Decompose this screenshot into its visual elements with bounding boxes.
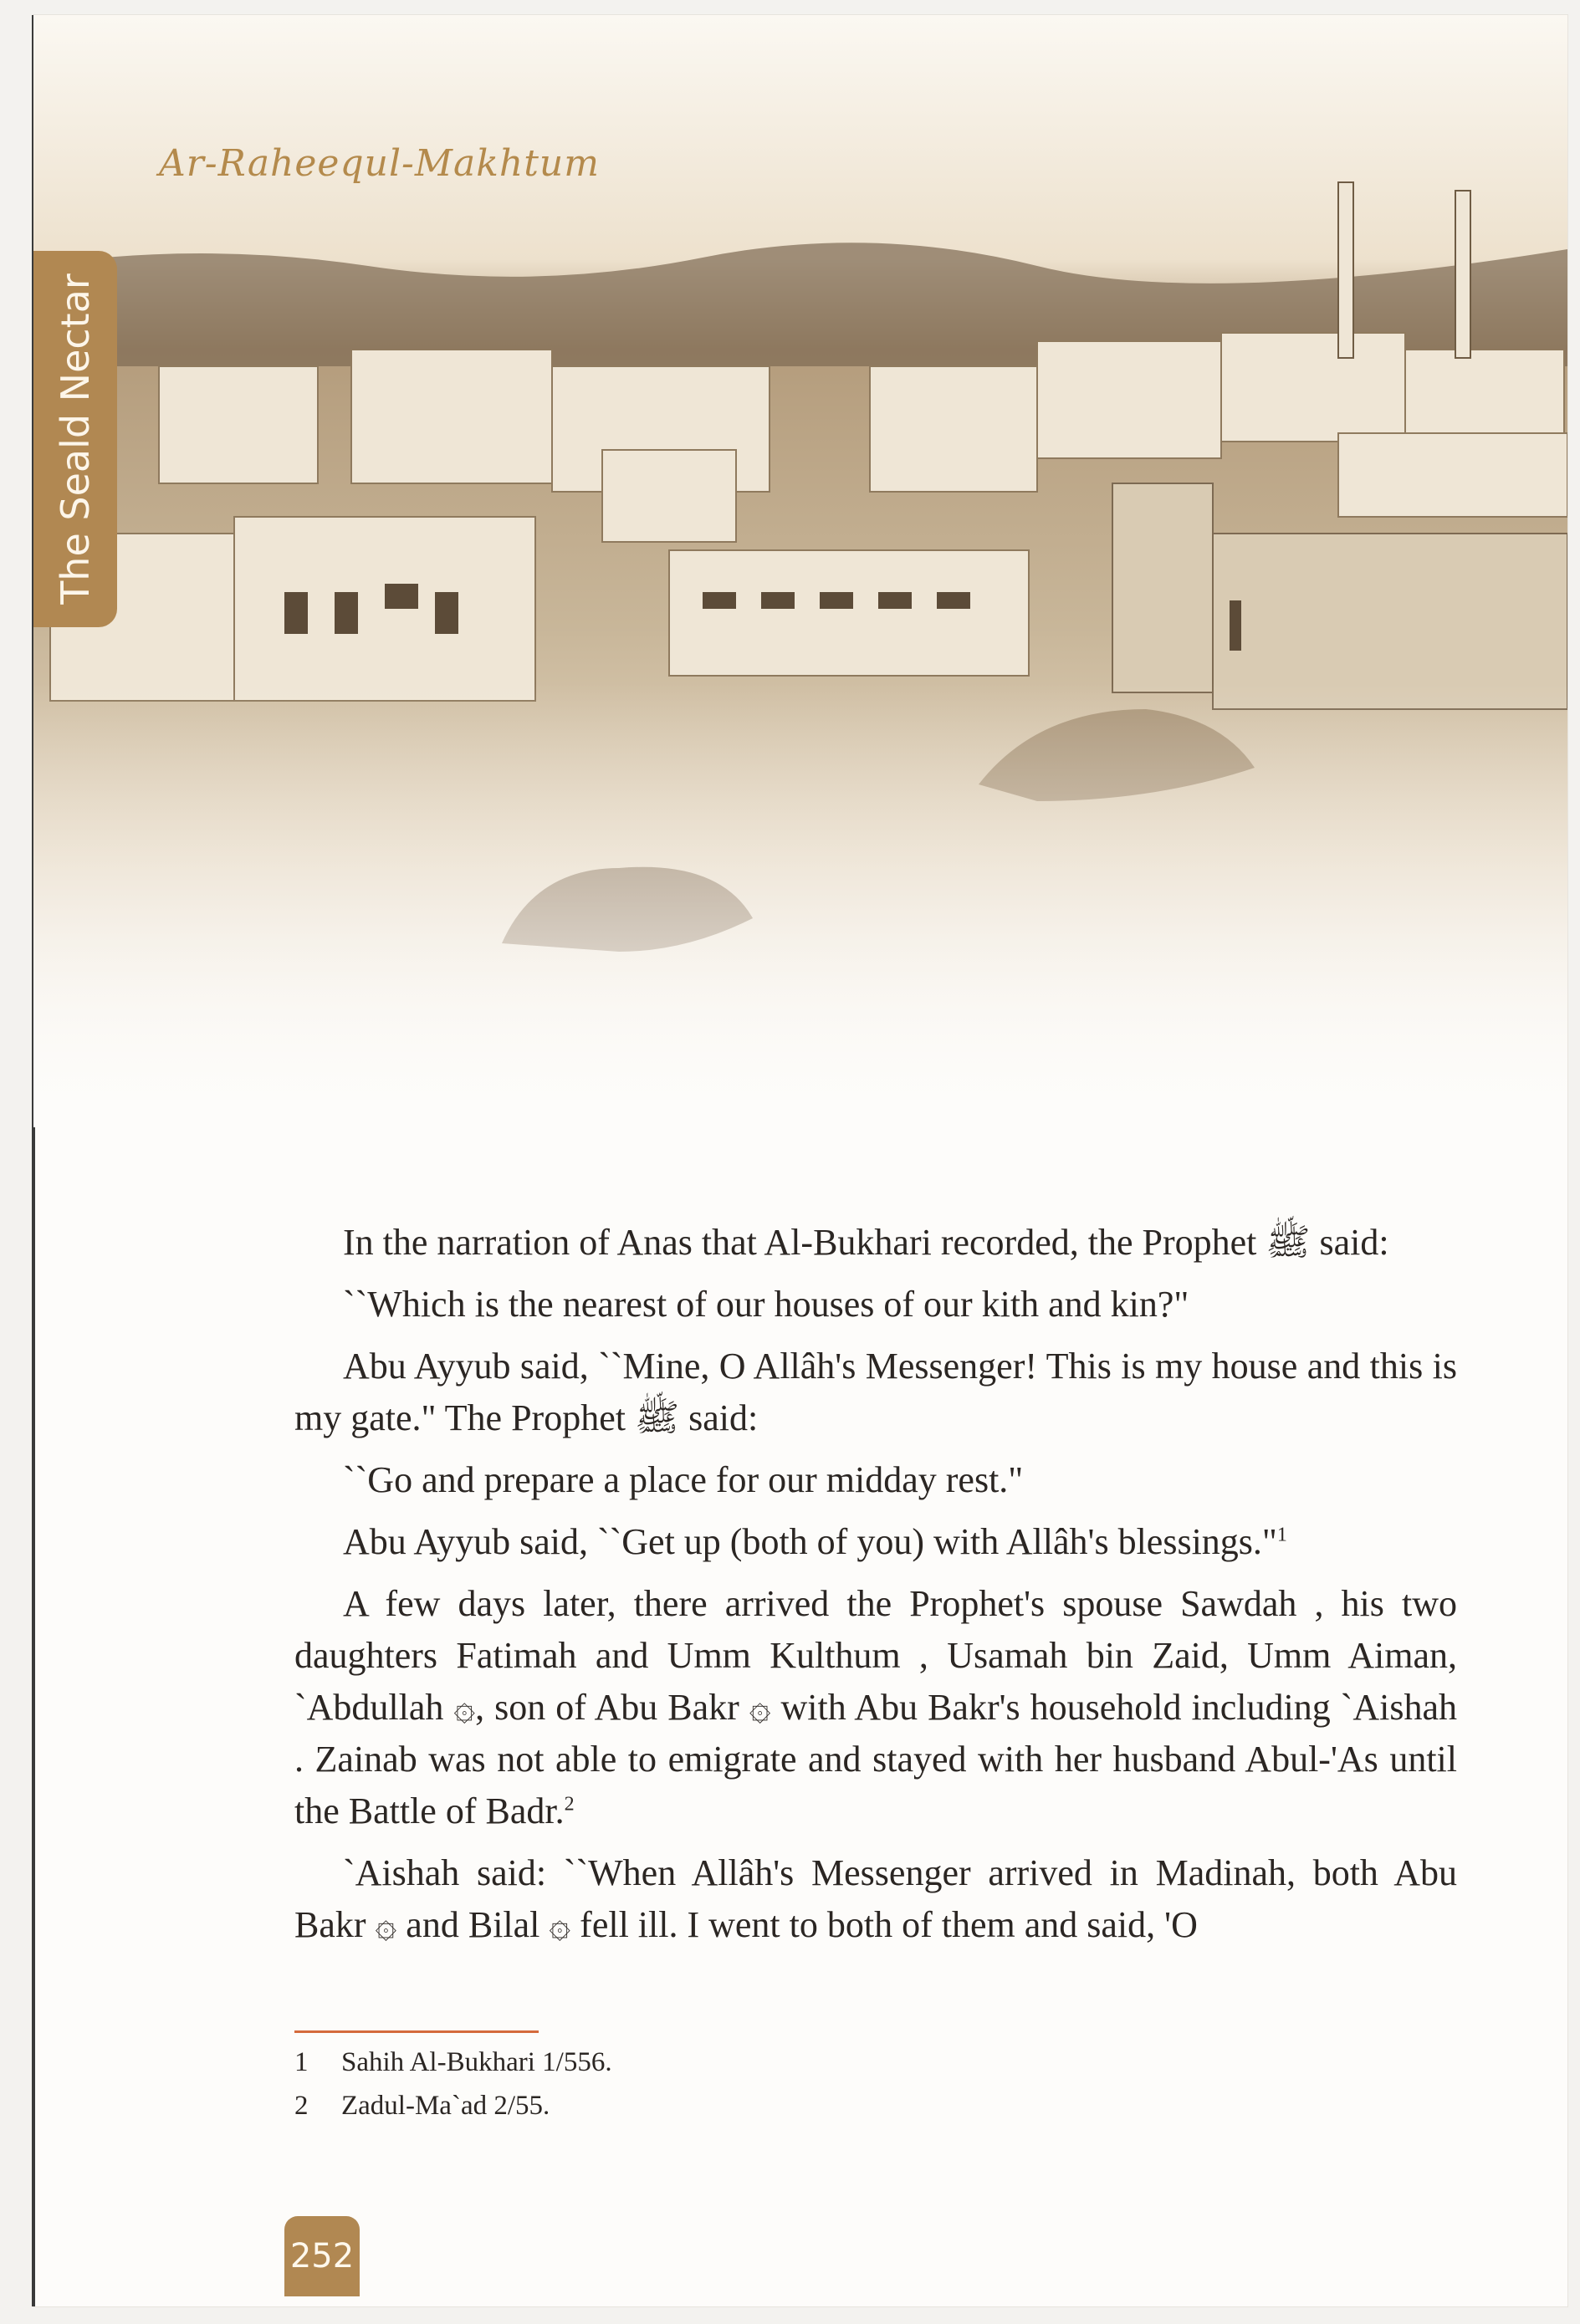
footnote-ref-2[interactable]: 2 [564, 1793, 575, 1816]
paragraph-5 [294, 1516, 1457, 1568]
paragraph-7: `Aishah said: ``When Allâh's Messenger arrived in Madinah, both Abu Bakr ۞ and Bilal ۞ fell ill. I went to both of them and said, 'O [294, 1852, 1457, 1945]
footnote-2-text: Zadul-Ma`ad 2/55. [341, 2091, 550, 2121]
footnotes [294, 2041, 1382, 2127]
side-tab-label: The Seald Nectar [53, 273, 99, 605]
paragraph-2: ``Which is the nearest of our houses of our kith and kin?" [343, 1284, 1189, 1325]
paragraph-5-text: Abu Ayyub said, ``Get up (both of you) with Allâh's blessings." [343, 1521, 1277, 1562]
footnote-1-number: 1 [294, 2047, 309, 2077]
paragraph-6 [294, 1578, 1457, 1837]
paragraph-6-text: A few days later, there arrived the Prophet's spouse Sawdah , his two daughters Fatimah and Umm Kulthum , Usamah bin Zaid, Umm Aiman, `Abdullah ۞, son of Abu Bakr ۞ with Abu Bakr's household including `Aishah . Zainab was not able to emigrate and stayed with her husband Abul-'As until the Battle of Badr. [294, 1583, 1457, 1831]
footnote-2-number: 2 [294, 2091, 309, 2121]
footnote-1-text: Sahih Al-Bukhari 1/556. [341, 2047, 612, 2077]
paragraph-1: In the narration of Anas that Al-Bukhari recorded, the Prophet ﷺ said: [343, 1222, 1389, 1263]
footnote-rule [294, 2030, 539, 2033]
footnote-2 [294, 2084, 1382, 2127]
paragraph-4: ``Go and prepare a place for our midday rest." [343, 1459, 1024, 1500]
page-number: 252 [289, 2237, 355, 2275]
footnote-1 [294, 2041, 1382, 2084]
footnote-ref-1[interactable]: 1 [1276, 1524, 1287, 1546]
page-number-tab [284, 2216, 360, 2296]
paragraph-3: Abu Ayyub said, ``Mine, O Allâh's Messenger! This is my house and this is my gate." The Prophet ﷺ said: [294, 1346, 1457, 1438]
body-text [294, 1217, 1457, 1961]
side-tab [33, 251, 117, 627]
running-title: Ar-Raheequl-Makhtum [159, 142, 600, 185]
